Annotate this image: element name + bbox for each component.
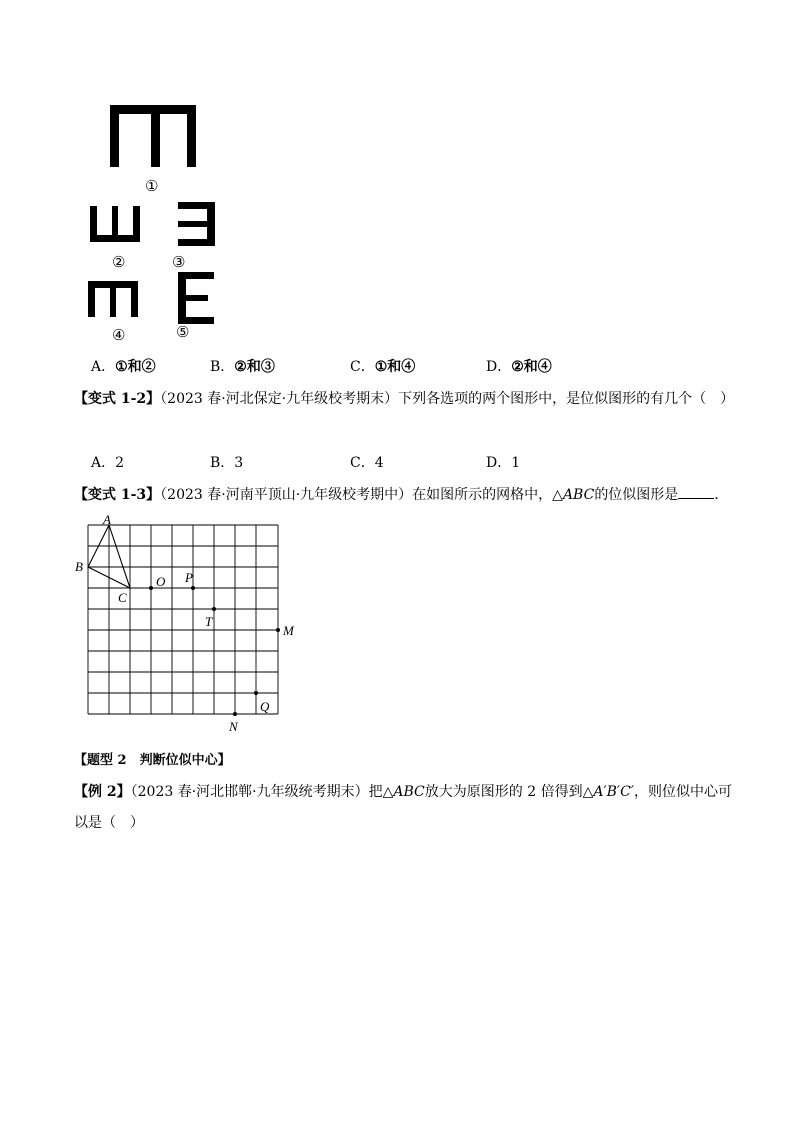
- section-title-2: 【题型 2 判断位似中心】: [74, 753, 231, 768]
- e-shape-3: [178, 202, 215, 246]
- figure-label-4: ④: [112, 326, 126, 344]
- q3-stem: 【变式 1-3】（2023 春·河南平顶山·九年级校考期中）在如图所示的网格中，△ABC的位似图形是 ．: [74, 487, 729, 503]
- label-t: T: [205, 614, 213, 629]
- label-n: N: [229, 719, 238, 734]
- q1-option-a: A．①和②: [91, 359, 156, 375]
- point-q: [254, 691, 258, 695]
- point-m: [276, 628, 280, 632]
- label-o: O: [156, 574, 166, 589]
- label-p: P: [185, 570, 193, 585]
- q2-option-a: A．2: [91, 455, 125, 471]
- q2-option-d: D．1: [486, 455, 521, 471]
- e-shape-4: [88, 281, 138, 317]
- q3-answer-blank[interactable]: [678, 486, 714, 499]
- ex2-stem-line2: 以是（ ）: [74, 815, 144, 831]
- label-c: C: [118, 590, 127, 605]
- figure-label-2: ②: [112, 253, 126, 271]
- e-shapes-figure: [80, 100, 230, 345]
- label-q: Q: [260, 699, 270, 714]
- e-shape-2: [90, 206, 140, 242]
- ex2-stem-line1: 【例 2】（2023 春·河北邯郸·九年级统考期末）把△ABC放大为原图形的 2 倍得到△A′B′C′，则位似中心可: [74, 784, 733, 800]
- q2-option-c: C．4: [350, 455, 384, 471]
- grid-lines: [88, 525, 278, 714]
- q1-option-d: D．②和④: [486, 359, 552, 375]
- point-t: [212, 607, 216, 611]
- point-o: [149, 586, 153, 590]
- q2-stem: 【变式 1-2】（2023 春·河北保定·九年级校考期末）下列各选项的两个图形中，是位似图形的有几个（ ）: [74, 391, 735, 407]
- q1-option-b: B．②和③: [210, 359, 275, 375]
- label-m: M: [283, 623, 294, 638]
- q2-option-b: B．3: [210, 455, 244, 471]
- point-n: [233, 712, 237, 716]
- figure-label-1: ①: [145, 177, 159, 195]
- label-b: B: [75, 559, 83, 574]
- label-a: A: [103, 512, 111, 527]
- figure-label-3: ③: [172, 253, 186, 271]
- e-shape-5: [178, 272, 214, 324]
- point-p: [191, 586, 195, 590]
- q1-option-c: C．①和④: [350, 359, 416, 375]
- figure-label-5: ⑤: [176, 323, 190, 341]
- e-shape-1: [110, 105, 196, 167]
